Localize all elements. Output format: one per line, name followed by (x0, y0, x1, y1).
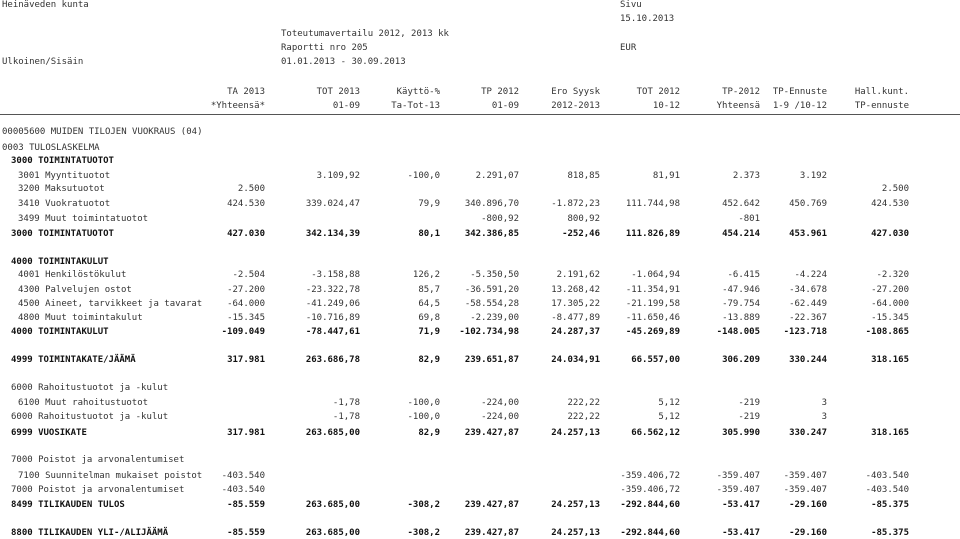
cell-value: -359.406,72 (620, 485, 680, 495)
cell-value: 318.165 (871, 428, 909, 438)
cell-value: 342.386,85 (464, 229, 519, 239)
cell-value: 17.305,22 (551, 299, 600, 309)
cell-value: -10.716,89 (305, 313, 360, 323)
cell-value: 318.165 (871, 355, 909, 365)
cell-value: 330.244 (789, 355, 827, 365)
column-header: 01-09 (491, 101, 519, 111)
cell-value: -5.350,50 (470, 270, 519, 280)
column-header: TP-2012 (722, 87, 760, 97)
cell-value: -252,46 (562, 229, 600, 239)
row-label: 7000 Poistot ja arvonalentumiset (11, 485, 185, 495)
cell-value: -2.239,00 (470, 313, 519, 323)
row-label: 7000 Poistot ja arvonalentumiset (11, 455, 185, 465)
cell-value: -13.889 (722, 313, 760, 323)
cell-value: 2.500 (237, 184, 265, 194)
cell-value: 342.134,39 (305, 229, 360, 239)
column-header: 2012-2013 (551, 101, 600, 111)
cell-value: -21.199,58 (625, 299, 680, 309)
row-label: 3499 Muut toimintatuotot (18, 214, 149, 224)
cell-value: -224,00 (481, 398, 519, 408)
report-number: Raportti nro 205 (281, 43, 368, 53)
report-scope: Ulkoinen/Sisäin (2, 57, 84, 67)
column-header: *Yhteensä* (210, 101, 265, 111)
cell-value: 24.034,91 (551, 355, 600, 365)
row-label: 3200 Maksutuotot (18, 184, 105, 194)
cell-value: 2.373 (732, 171, 760, 181)
cell-value: 24.287,37 (551, 327, 600, 337)
row-label: 4800 Muut toimintakulut (18, 313, 143, 323)
column-header: Yhteensä (716, 101, 760, 111)
header-divider (0, 114, 960, 115)
company-name: Heinäveden kunta (2, 0, 89, 10)
cell-value: 305.990 (722, 428, 760, 438)
cell-value: -78.447,61 (305, 327, 360, 337)
cell-value: -2.504 (232, 270, 265, 280)
column-header: 01-09 (332, 101, 360, 111)
cell-value: 3.192 (799, 171, 827, 181)
cell-value: -403.540 (221, 471, 265, 481)
cell-value: -100,0 (407, 412, 440, 422)
cell-value: 818,85 (567, 171, 600, 181)
row-label: 8800 TILIKAUDEN YLI-/ALIJÄÄMÄ (11, 528, 169, 538)
cell-value: -108.865 (865, 327, 909, 337)
cell-value: -85.375 (871, 528, 909, 538)
cell-value: -224,00 (481, 412, 519, 422)
cell-value: -800,92 (481, 214, 519, 224)
cell-value: -29.160 (789, 528, 827, 538)
cell-value: 263.685,00 (305, 428, 360, 438)
cell-value: -58.554,28 (464, 299, 519, 309)
cell-value: 24.257,13 (551, 428, 600, 438)
cell-value: 2.291,07 (475, 171, 519, 181)
cell-value: 454.214 (722, 229, 760, 239)
cell-value: -308,2 (407, 500, 440, 510)
row-label: 00005600 MUIDEN TILOJEN VUOKRAUS (04) (2, 127, 203, 137)
cell-value: -219 (738, 398, 760, 408)
cell-value: -292.844,60 (620, 500, 680, 510)
row-label: 4500 Aineet, tarvikkeet ja tavarat (18, 299, 203, 309)
cell-value: 111.826,89 (625, 229, 680, 239)
cell-value: -801 (738, 214, 760, 224)
cell-value: 427.030 (871, 229, 909, 239)
row-label: 4000 TOIMINTAKULUT (11, 257, 109, 267)
cell-value: 800,92 (567, 214, 600, 224)
cell-value: 317.981 (227, 355, 265, 365)
cell-value: -3.158,88 (311, 270, 360, 280)
column-header: TA 2013 (227, 87, 265, 97)
cell-value: -359.407 (783, 485, 827, 495)
cell-value: -27.200 (871, 285, 909, 295)
cell-value: -219 (738, 412, 760, 422)
row-label: 3001 Myyntituotot (18, 171, 111, 181)
cell-value: -27.200 (227, 285, 265, 295)
cell-value: -41.249,06 (305, 299, 360, 309)
cell-value: 79,9 (418, 199, 440, 209)
report-period: 01.01.2013 - 30.09.2013 (281, 57, 406, 67)
cell-value: 3.109,92 (316, 171, 360, 181)
column-header: TP-ennuste (854, 101, 909, 111)
cell-value: -100,0 (407, 398, 440, 408)
cell-value: 222,22 (567, 412, 600, 422)
cell-value: -102.734,98 (459, 327, 519, 337)
cell-value: 239.651,87 (464, 355, 519, 365)
cell-value: -109.049 (221, 327, 265, 337)
cell-value: 24.257,13 (551, 528, 600, 538)
cell-value: -359.406,72 (620, 471, 680, 481)
cell-value: -403.540 (865, 471, 909, 481)
row-label: 3000 TOIMINTATUOTOT (11, 229, 114, 239)
row-label: 4999 TOIMINTAKATE/JÄÄMÄ (11, 355, 136, 365)
cell-value: 317.981 (227, 428, 265, 438)
cell-value: -85.375 (871, 500, 909, 510)
cell-value: -22.367 (789, 313, 827, 323)
row-label: 4300 Palvelujen ostot (18, 285, 132, 295)
cell-value: 450.769 (789, 199, 827, 209)
cell-value: -1.872,23 (551, 199, 600, 209)
report-title: Toteutumavertailu 2012, 2013 kk (281, 29, 449, 39)
cell-value: -62.449 (789, 299, 827, 309)
cell-value: 24.257,13 (551, 500, 600, 510)
cell-value: -2.320 (876, 270, 909, 280)
row-label: 7100 Suunnitelman mukaiset poistot (18, 471, 203, 481)
column-header: Käyttö-% (396, 87, 440, 97)
cell-value: 85,7 (418, 285, 440, 295)
cell-value: -85.559 (227, 528, 265, 538)
column-header: TOT 2012 (636, 87, 680, 97)
cell-value: -4.224 (794, 270, 827, 280)
cell-value: 239.427,87 (464, 428, 519, 438)
cell-value: 2.500 (881, 184, 909, 194)
row-label: 6000 Rahoitustuotot ja -kulut (11, 383, 169, 393)
cell-value: 339.024,47 (305, 199, 360, 209)
cell-value: 424.530 (227, 199, 265, 209)
cell-value: -53.417 (722, 500, 760, 510)
cell-value: 340.896,70 (464, 199, 519, 209)
cell-value: -45.269,89 (625, 327, 680, 337)
cell-value: 126,2 (412, 270, 440, 280)
row-label: 3000 TOIMINTATUOTOT (11, 156, 114, 166)
cell-value: 71,9 (418, 327, 440, 337)
cell-value: 82,9 (418, 428, 440, 438)
cell-value: -1,78 (332, 412, 360, 422)
column-header: TOT 2013 (316, 87, 360, 97)
cell-value: 111.744,98 (625, 199, 680, 209)
cell-value: 64,5 (418, 299, 440, 309)
cell-value: -148.005 (716, 327, 760, 337)
cell-value: -359.407 (716, 485, 760, 495)
cell-value: 222,22 (567, 398, 600, 408)
column-header: 10-12 (652, 101, 680, 111)
report-date: 15.10.2013 (620, 14, 675, 24)
row-label: 0003 TULOSLASKELMA (2, 143, 100, 153)
cell-value: 80,1 (418, 229, 440, 239)
cell-value: 2.191,62 (556, 270, 600, 280)
cell-value: -36.591,20 (464, 285, 519, 295)
row-label: 3410 Vuokratuotot (18, 199, 111, 209)
cell-value: 263.686,78 (305, 355, 360, 365)
cell-value: 82,9 (418, 355, 440, 365)
page-label: Sivu (620, 0, 642, 10)
cell-value: -15.345 (227, 313, 265, 323)
cell-value: 453.961 (789, 229, 827, 239)
cell-value: 69,8 (418, 313, 440, 323)
cell-value: 239.427,87 (464, 500, 519, 510)
cell-value: -100,0 (407, 171, 440, 181)
row-label: 4001 Henkilöstökulut (18, 270, 127, 280)
cell-value: 5,12 (658, 398, 680, 408)
cell-value: -8.477,89 (551, 313, 600, 323)
column-header: 1-9 /10-12 (772, 101, 827, 111)
cell-value: 263.685,00 (305, 528, 360, 538)
cell-value: -403.540 (221, 485, 265, 495)
currency-label: EUR (620, 43, 637, 53)
cell-value: 66.557,00 (631, 355, 680, 365)
row-label: 8499 TILIKAUDEN TULOS (11, 500, 125, 510)
cell-value: -403.540 (865, 485, 909, 495)
cell-value: -64.000 (871, 299, 909, 309)
cell-value: -47.946 (722, 285, 760, 295)
cell-value: 13.268,42 (551, 285, 600, 295)
cell-value: -79.754 (722, 299, 760, 309)
row-label: 6999 VUOSIKATE (11, 428, 87, 438)
cell-value: -1,78 (332, 398, 360, 408)
cell-value: -29.160 (789, 500, 827, 510)
cell-value: -53.417 (722, 528, 760, 538)
column-header: Ta-Tot-13 (391, 101, 440, 111)
row-label: 6000 Rahoitustuotot ja -kulut (11, 412, 169, 422)
cell-value: -123.718 (783, 327, 827, 337)
cell-value: 5,12 (658, 412, 680, 422)
cell-value: -359.407 (716, 471, 760, 481)
cell-value: 424.530 (871, 199, 909, 209)
cell-value: 81,91 (652, 171, 680, 181)
cell-value: 330.247 (789, 428, 827, 438)
cell-value: 452.642 (722, 199, 760, 209)
cell-value: -23.322,78 (305, 285, 360, 295)
column-header: TP 2012 (481, 87, 519, 97)
cell-value: -11.354,91 (625, 285, 680, 295)
cell-value: -1.064,94 (631, 270, 680, 280)
cell-value: -11.650,46 (625, 313, 680, 323)
cell-value: -15.345 (871, 313, 909, 323)
cell-value: 427.030 (227, 229, 265, 239)
row-label: 4000 TOIMINTAKULUT (11, 327, 109, 337)
column-header: TP-Ennuste (772, 87, 827, 97)
column-header: Hall.kunt. (854, 87, 909, 97)
cell-value: -292.844,60 (620, 528, 680, 538)
cell-value: -34.678 (789, 285, 827, 295)
cell-value: -64.000 (227, 299, 265, 309)
column-header: Ero Syysk (551, 87, 600, 97)
cell-value: 263.685,00 (305, 500, 360, 510)
cell-value: 3 (821, 398, 827, 408)
cell-value: 306.209 (722, 355, 760, 365)
cell-value: 239.427,87 (464, 528, 519, 538)
cell-value: -85.559 (227, 500, 265, 510)
cell-value: 3 (821, 412, 827, 422)
cell-value: -6.415 (727, 270, 760, 280)
cell-value: 66.562,12 (631, 428, 680, 438)
row-label: 6100 Muut rahoitustuotot (18, 398, 149, 408)
cell-value: -359.407 (783, 471, 827, 481)
cell-value: -308,2 (407, 528, 440, 538)
